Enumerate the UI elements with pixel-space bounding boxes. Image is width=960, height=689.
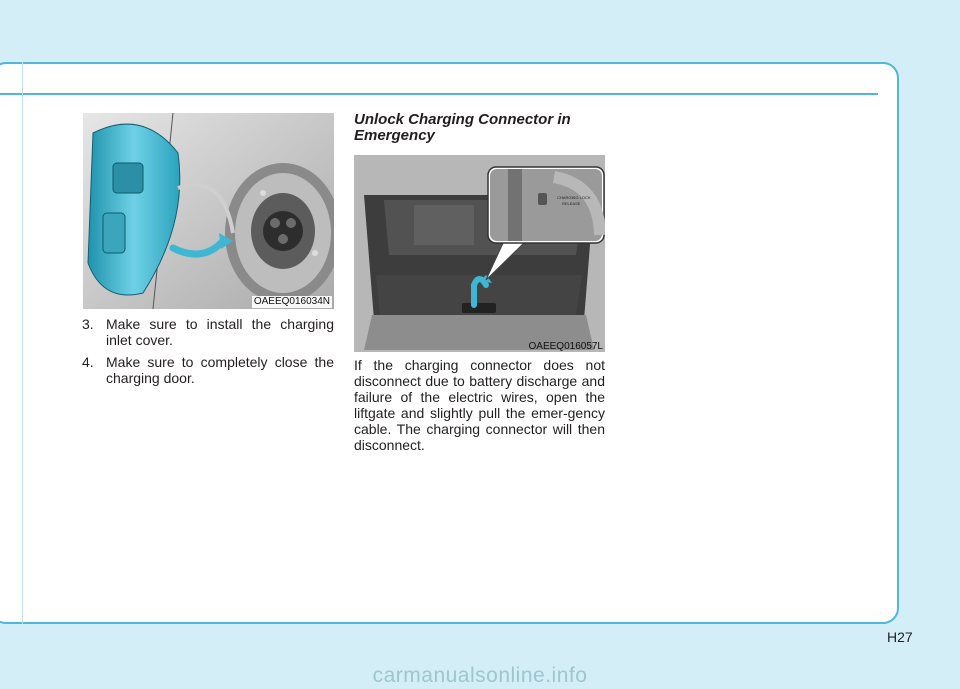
margin-rule [22,62,23,624]
watermark: carmanualsonline.info [372,664,588,687]
page-number: H27 [887,629,913,645]
step-number: 3. [82,316,94,332]
figure-caption: OAEEQ016057L [528,341,603,352]
figure-caption: OAEEQ016034N [253,296,330,307]
list-item [82,354,334,386]
step-text: Make sure to install the charging inlet cover. [106,316,334,348]
inset-label-2: RELEASE [562,201,581,206]
inset-label-1: CHARGING LOCK [557,195,591,200]
list-item [82,316,334,348]
step-text: Make sure to completely close the charging door. [106,354,334,386]
cargo-area-illustration [354,155,605,352]
charging-door-illustration [83,113,334,309]
step-number: 4. [82,354,94,370]
section-title: Unlock Charging Connector in Emergency [354,111,571,144]
section-body: If the charging connector does not disconnect due to battery discharge and failure of the electric wires, open the liftgate and slightly pull the emer-gency cable. The charging connector will then disconnect. [354,357,605,453]
header-rule [0,93,878,95]
steps-list [82,316,334,392]
